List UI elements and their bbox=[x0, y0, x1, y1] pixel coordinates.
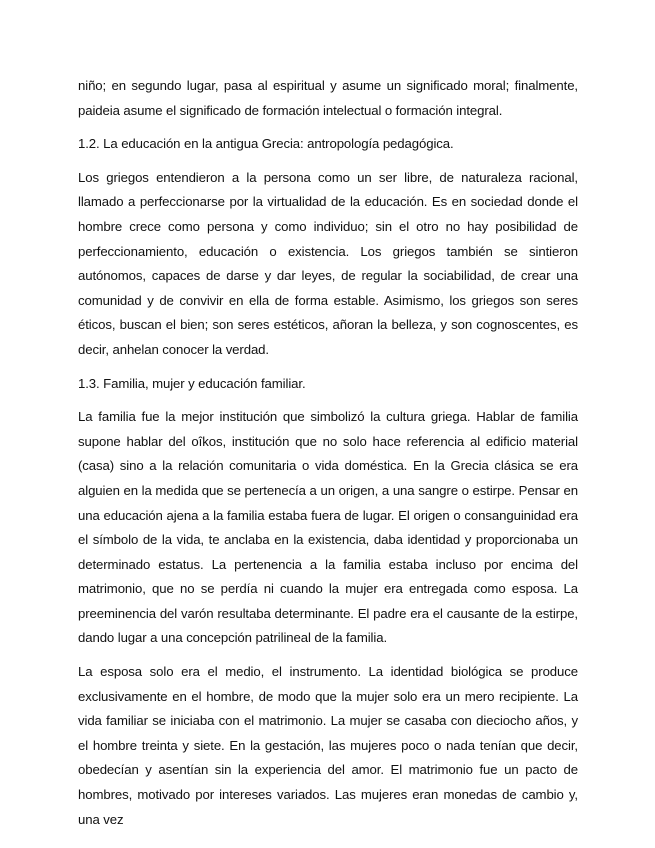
paragraph-paideia-continuation: niño; en segundo lugar, pasa al espiritual y asume un significado moral; finalmente, paideia asume el significado de formación intelectual o formación integral. bbox=[78, 78, 578, 118]
paragraph-esposa: La esposa solo era el medio, el instrumento. La identidad biológica se produce exclusivamente en el hombre, de modo que la mujer solo era un mero recipiente. La vida familiar se iniciaba con el matrimonio. La mujer se casaba con dieciocho años, y el hombre treinta y siete. En la gestación, las mujeres poco o nada tenían que decir, obedecían y asentían sin la experiencia del amor. El matrimonio fue un pacto de hombres, motivado por intereses variados. Las mujeres eran monedas de cambio y, una vez bbox=[78, 664, 578, 827]
section-heading-1-3: 1.3. Familia, mujer y educación familiar. bbox=[78, 375, 306, 391]
paragraph-griegos-persona: Los griegos entendieron a la persona como un ser libre, de naturaleza racional, llamado a perfeccionarse por la virtualidad de la educación. Es en sociedad donde el hombre crece como persona y como individuo; sin el otro no hay posibilidad de perfeccionamiento, educación o existencia. Los griegos también se sintieron autónomos, capaces de darse y dar leyes, de regular la sociabilidad, de crear una comunidad y de convivir en ella de forma estable. Asimismo, los griegos son seres éticos, buscan el bien; son seres estéticos, añoran la belleza, y son cognoscentes, es decir, anhelan conocer la verdad. bbox=[78, 169, 578, 357]
section-heading-1-2: 1.2. La educación en la antigua Grecia: antropología pedagógica. bbox=[78, 136, 454, 152]
paragraph-familia: La familia fue la mejor institución que simbolizó la cultura griega. Hablar de familia supone hablar del oîkos, institución que no solo hace referencia al edificio material (casa) sino a la relación comunitaria o vida doméstica. En la Grecia clásica se era alguien en la medida que se pertenecía a un origen, a una sangre o estirpe. Pensar en una educación ajena a la familia estaba fuera de lugar. El origen o consanguinidad era el símbolo de la vida, te anclaba en la existencia, daba identidad y proporcionaba un determinado estatus. La pertenencia a la familia estaba incluso por encima del matrimonio, que no se perdía ni cuando la mujer era entregada como esposa. La preeminencia del varón resultaba determinante. El padre era el causante de la estirpe, dando lugar a una concepción patrilineal de la familia. bbox=[78, 409, 578, 646]
document-page bbox=[78, 74, 578, 841]
